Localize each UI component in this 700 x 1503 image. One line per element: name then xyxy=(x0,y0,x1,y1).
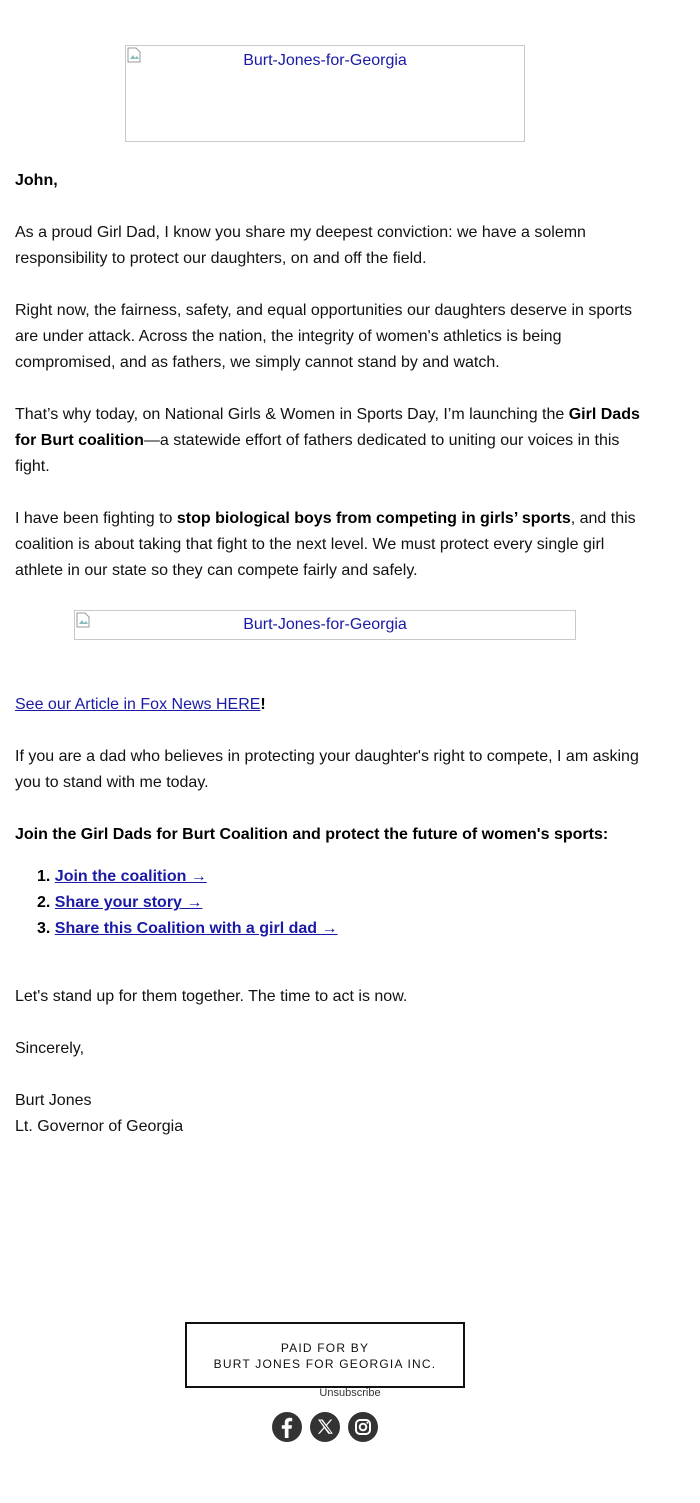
middle-image-alt: Burt-Jones-for-Georgia xyxy=(243,616,407,633)
list-item: 1. Join the coalition → xyxy=(37,868,207,885)
header-image-alt: Burt-Jones-for-Georgia xyxy=(243,52,407,69)
instagram-icon[interactable] xyxy=(347,1411,379,1443)
action-list xyxy=(37,864,338,942)
signature-name: Burt Jones xyxy=(15,1092,92,1109)
paid-line-2: BURT JONES FOR GEORGIA INC. xyxy=(213,1357,437,1371)
header-logo-image xyxy=(125,45,525,142)
paragraph-fighting: I have been fighting to stop biological boys from competing in girls’ sports, and this coalition is about taking that fight to the next level. We must protect every single girl athlete in our state so they can compete fairly and safely. xyxy=(15,510,636,579)
signature-title: Lt. Governor of Georgia xyxy=(15,1118,184,1135)
paragraph-coalition-launch: That’s why today, on National Girls & Women in Sports Day, I’m launching the Girl Dads for Burt coalition—a statewide effort of fathers dedicated to uniting our voices in this fight. xyxy=(15,406,640,475)
list-item: 3. Share this Coalition with a girl dad → xyxy=(37,920,338,937)
fox-news-link[interactable]: See our Article in Fox News HERE xyxy=(15,696,261,713)
greeting: John, xyxy=(15,172,58,189)
paragraph-under-attack: Right now, the fairness, safety, and equal opportunities our daughters deserve in sports are under attack. Across the nation, the integrity of women's athletics is being compromised, and as fathers, we simply cannot stand by and watch. xyxy=(15,302,632,371)
unsubscribe-link[interactable]: Unsubscribe xyxy=(319,1387,381,1399)
fox-news-line: See our Article in Fox News HERE! xyxy=(15,696,266,713)
paid-for-by-box xyxy=(185,1322,465,1388)
join-coalition-link[interactable]: Join the coalition → xyxy=(54,868,207,885)
facebook-icon[interactable] xyxy=(271,1411,303,1443)
fighting-emphasis: stop biological boys from competing in girls’ sports xyxy=(176,510,571,527)
share-story-link[interactable]: Share your story → xyxy=(54,894,203,911)
share-coalition-link[interactable]: Share this Coalition with a girl dad → xyxy=(54,920,338,937)
paid-line-1: PAID FOR BY xyxy=(280,1341,370,1355)
middle-banner-image xyxy=(74,610,576,640)
signoff: Sincerely, xyxy=(15,1040,85,1057)
closing-line: Let's stand up for them together. The time to act is now. xyxy=(15,988,408,1005)
paragraph-intro: As a proud Girl Dad, I know you share my deepest conviction: we have a solemn responsibility to protect our daughters, on and off the field. xyxy=(15,224,586,267)
x-icon[interactable] xyxy=(309,1411,341,1443)
paragraph-call-to-dads: If you are a dad who believes in protecting your daughter's right to compete, I am asking you to stand with me today. xyxy=(15,748,639,791)
coalition-name: Girl Dads for Burt coalition xyxy=(15,406,640,449)
cta-heading: Join the Girl Dads for Burt Coalition and protect the future of women's sports: xyxy=(15,826,609,843)
list-item: 2. Share your story → xyxy=(37,894,203,911)
